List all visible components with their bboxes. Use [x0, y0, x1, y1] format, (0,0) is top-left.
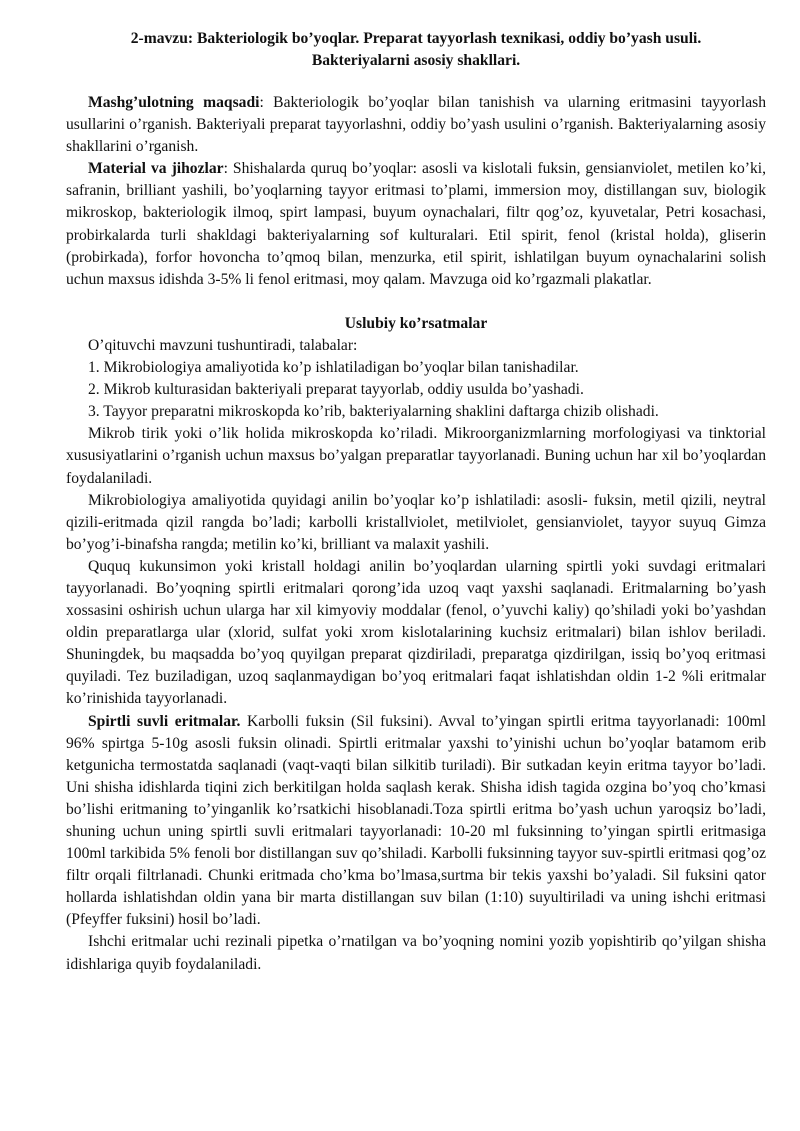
materials-text: : Shishalarda quruq bo’yoqlar: asosli va kislotali fuksin, gensianviolet, metilen ko’ki, safranin, brilliant yashili, bo’yoqlarning tayyor eritmasi to’plami, immersion moy, distillangan suv, biologik mikroskop, bakteriologik ilmoq, spirt lampasi, buyum oynachalari, filtr qog’oz, kyuvetalar, Petri kosachasi, probirkalarda turli shakldagi bakteriyalarning sof kulturalari. Etil spirit, fenol (kristal holda), gliserin (probirkada), forfor hovoncha to’qmoq bilan, menzurka, etil spirit, ishlatilgan buyum oynachalarini solish uchun maxsus idishda 3-5% li fenol eritmasi, moy qalam. Mavzuga oid ko’rgazmali plakatlar. — [66, 160, 766, 288]
guidelines-intro: O’qituvchi mavzuni tushuntiradi, talabalar: — [88, 336, 358, 354]
list-item: 3. Tayyor preparatni mikroskopda ko’rib, bakteriyalarning shaklini daftarga chizib olishadi. — [88, 403, 659, 421]
body-paragraph: Mikrobiologiya amaliyotida quyidagi anilin bo’yoqlar ko’p ishlatiladi: asosli- fuksin, metil qizili, neytral qizili-eritmada qizil rangda bo’ladi; karbolli kristallviolet, metilviolet, gensianviolet, tayyor suyuq Gimza bo’yog’i-binafsha rangda; metilin ko’ki, brilliant va malaxit yashili. — [66, 491, 766, 553]
body-paragraph: Mikrob tirik yoki o’lik holida mikroskopda ko’riladi. Mikroorganizmlarning morfologiyasi va tinktorial xususiyatlarini o’rganish uchun maxsus bo’yalgan preparatlar tayyorlanadi. Buning uchun har xil bo’yoqlardan foydalaniladi. — [66, 425, 766, 487]
aim-paragraph — [66, 92, 766, 158]
alcohol-solutions-label: Spirtli suvli eritmalar. — [88, 712, 241, 730]
document-title — [66, 28, 766, 72]
alcohol-solutions-paragraph — [66, 711, 766, 932]
guidelines-heading: Uslubiy ko’rsatmalar — [344, 314, 488, 332]
list-item: 1. Mikrobiologiya amaliyotida ko’p ishlatiladigan bo’yoqlar bilan tanishadilar. — [88, 359, 579, 377]
list-item: 2. Mikrob kulturasidan bakteriyali preparat tayyorlab, oddiy usulda bo’yashadi. — [88, 381, 584, 399]
alcohol-solutions-text: Karbolli fuksin (Sil fuksini). Avval to’yingan spirtli eritma tayyorlanadi: 100ml 96% spirtga 5-10g asosli fuksin olinadi. Spirtli eritmalar yaxshi to’yinishi uchun bo’yoqlar batamom erib ketgunicha termostatda saqlanadi (vaqt-vaqti bilan silkitib turiladi). Bir sutkadan keyin eritma tayyor bo’ladi. Uni shisha idishlarda tiqini zich berkitilgan holda saqlash kerak. Shisha idish tagida ozgina bo’yoq cho’kmasi bo’lishi eritmaning to’yinganlik ko’rsatkichi hisoblanadi.Toza spirtli eritma bo’yash uchun yaroqsiz bo’ladi, shuning uchun uning spirtli suvli eritmalari tayyorlanadi: 10-20 ml fuksinning to’yingan spirtli eritmasiga 100ml tarkibida 5% fenoli bor distillangan suv qo’shiladi. Karbolli fuksinning tayyor suv-spirtli eritmasi qog’oz filtr orqali filtrlanadi. Chunki eritmada cho’kma bo’lmasa,surtma bir tekis yaxshi bo’yaladi. Sil fuksini qator hollarda ishlatishdan oldin yana bir marta distillangan suv bilan (1:10) suyultiriladi va uning ishchi eritmasi (Pfeyffer fuksini) hosil bo’ladi. — [66, 712, 766, 929]
aim-label: Mashg’ulotning maqsadi — [88, 94, 260, 111]
materials-label: Material va jihozlar — [88, 160, 224, 178]
aim-text: : Bakteriologik bo’yoqlar bilan tanishish va ularning eritmasini tayyorlash usullarini o’rganish. Bakteriyali preparat tayyorlashni, oddiy bo’yash usulini o’rganish. Bakteriyalarning asosiy shakllarini o’rganish. — [66, 94, 766, 156]
materials-paragraph — [66, 158, 766, 291]
title-line-2: Bakteriyalarni asosiy shakllari. — [311, 52, 521, 69]
title-line-1: 2-mavzu: Bakteriologik bo’yoqlar. Preparat tayyorlash texnikasi, oddiy bo’yash usuli. — [130, 30, 702, 47]
body-paragraph: Ququq kukunsimon yoki kristall holdagi anilin bo’yoqlardan ularning spirtli yoki suvdagi eritmalari tayyorlanadi. Bo’yoqning spirtli eritmalari qorong’ida uzoq vaqt yaxshi saqlanadi. Eritmalarning bo’yash xossasini oshirish uchun ularga har xil kimyoviy moddalar (fenol, o’yuvchi kaliy) qo’shiladi yoki bo’yashdan oldin preparatlarga ular (xlorid, sulfat yoki xrom kislotalarining kuchsiz eritmalari) bilan ishlov beriladi. Shuningdek, bu maqsadda bo’yoq quyilgan preparat qizdiriladi, preparatga qizdirilgan, issiq bo’yoq eritmasi quyiladi. Tez buziladigan, uzoq saqlanmaydigan bo’yoq eritmalari faqat ishlatishdan oldin 1-2 %li eritmalar ko’rinishida tayyorlanadi. — [66, 557, 766, 708]
final-paragraph: Ishchi eritmalar uchi rezinali pipetka o’rnatilgan va bo’yoqning nomini yozib yopishtirib qo’yilgan shisha idishlariga quyib foydalaniladi. — [66, 933, 766, 973]
